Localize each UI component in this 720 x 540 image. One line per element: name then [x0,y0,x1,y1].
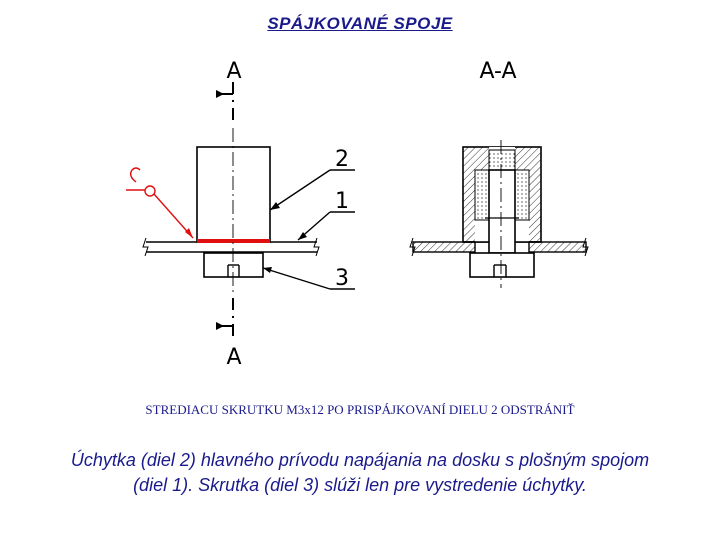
section-label-bottom: A [226,345,242,370]
part-label-3: 3 [335,266,349,291]
technical-note: STREDIACU SKRUTKU M3x12 PO PRISPÁJKOVANÍ DIELU 2 ODSTRÁNIŤ [145,402,575,417]
part-2-body [197,147,270,242]
caption-line-1: Úchytka (diel 2) hlavného prívodu napájania na dosku s plošným spojom [70,450,650,470]
section-view-label: A-A [479,59,517,84]
section-view [410,59,588,288]
caption-line-2: (diel 1). Skrutka (diel 3) slúži len pre vystredenie úchytky. [133,475,587,495]
slide-title: SPÁJKOVANÉ SPOJE [267,14,453,33]
leader-1 [298,212,355,240]
front-view [126,59,355,370]
section-arrow-bottom [216,298,233,338]
part-3-screw [204,253,263,277]
part-label-1: 1 [335,189,349,214]
part-label-2: 2 [335,147,349,172]
section-arrow-top [216,82,233,124]
section-label-top: A [226,59,242,84]
caption [30,448,690,498]
solder-symbol [126,168,193,238]
